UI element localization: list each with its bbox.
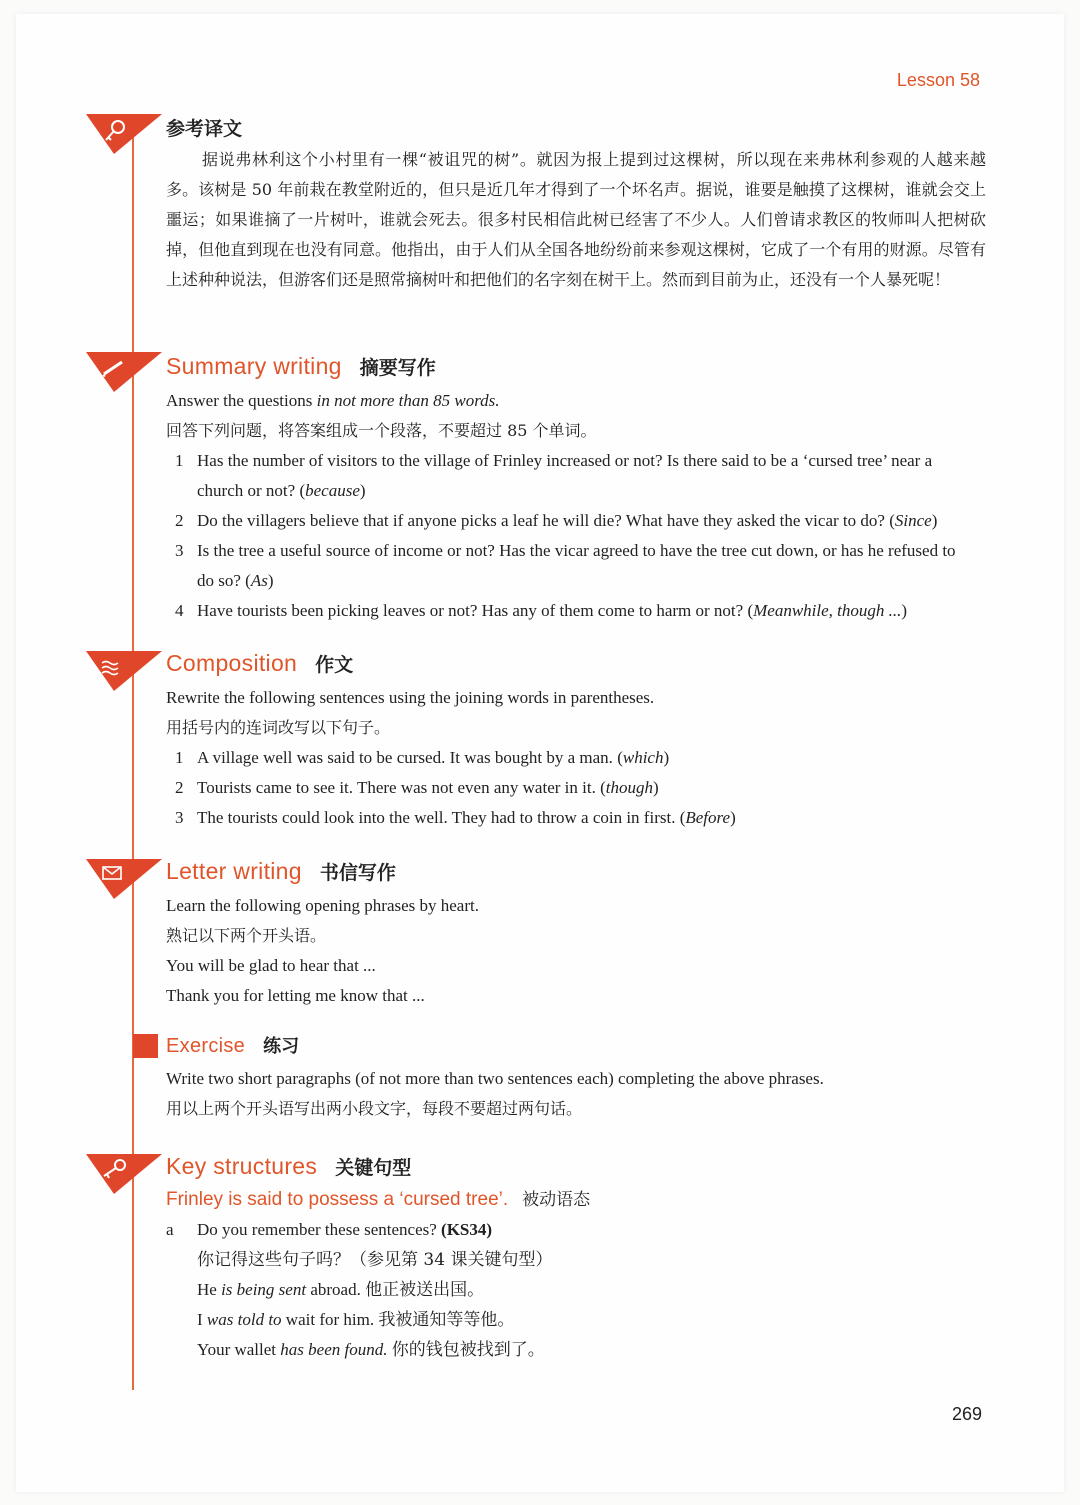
key-structures-subheading-cn: 被动语态	[522, 1190, 591, 1210]
translation-paragraph: 据说弗林利这个小村里有一棵“被诅咒的树”。就因为报上提到过这棵树，所以现在来弗林利参观的人越来越多。该树是 50 年前栽在教堂附近的，但只是近几年才得到了一个坏名声。据说，谁要是触摸了这棵树，谁就会交上噩运；如果谁摘了一片树叶，谁就会死去。很多村民相信此树已经害了不少人。人们曾请求教区的牧师叫人把树砍掉，但他直到现在也没有同意。他指出，由于人们从全国各地纷纷前来参观这棵树，它成了一个有用的财源。尽管有上述种种说法，但游客们还是照常摘树叶和把他们的名字刻在树干上。然而到目前为止，还没有一个人暴死呢！	[166, 150, 986, 289]
exercise-marker	[133, 1034, 158, 1058]
translation-section	[166, 114, 986, 295]
list-item: 3 The tourists could look into the well. They had to throw a coin in first. (Before)	[175, 808, 736, 827]
key-structures-heading-cn: 关键句型	[335, 1157, 412, 1179]
lesson-label: Lesson 58	[896, 70, 980, 90]
letter-section	[166, 855, 986, 1011]
exercise-heading-cn: 练习	[263, 1036, 300, 1057]
key-structures-section	[166, 1150, 986, 1365]
letter-heading-cn: 书信写作	[319, 862, 396, 884]
example-sentence: I was told to wait for him. 我被通知等等他。	[197, 1310, 515, 1329]
example-sentence: Your wallet has been found. 你的钱包被找到了。	[197, 1340, 545, 1359]
waves-icon	[86, 651, 162, 697]
example-sentence: He is being sent abroad. 他正被送出国。	[197, 1280, 485, 1299]
exercise-heading: Exercise	[166, 1035, 246, 1057]
composition-instruction-cn: 用括号内的连词改写以下句子。	[166, 718, 391, 737]
composition-heading-cn: 作文	[315, 654, 354, 676]
list-item: a Do you remember these sentences? (KS34)	[166, 1220, 493, 1239]
list-item: 4 Have tourists been picking leaves or not? Has any of them come to harm or not? (Meanwhile, though ...)	[175, 601, 908, 620]
translation-heading: 参考译文	[166, 118, 243, 140]
exercise-section	[166, 1030, 986, 1124]
opening-phrase-1: You will be glad to hear that ...	[166, 956, 376, 975]
key-structures-question-cn: 你记得这些句子吗？（参见第 34 课关键句型）	[197, 1250, 553, 1270]
letter-instruction-cn: 熟记以下两个开头语。	[166, 926, 327, 945]
summary-heading-cn: 摘要写作	[359, 357, 436, 379]
pencil-icon	[86, 352, 162, 398]
letter-instruction: Learn the following opening phrases by heart.	[166, 896, 479, 915]
list-item: 1 Has the number of visitors to the village of Frinley increased or not? Is there said to be a ‘cursed tree’ near a church or not? (because)	[175, 451, 933, 500]
summary-instruction: Answer the questions in not more than 85 words.	[166, 391, 500, 410]
letter-heading: Letter writing	[166, 858, 302, 884]
summary-section	[166, 350, 986, 626]
summary-heading: Summary writing	[166, 353, 342, 379]
list-item: 2 Do the villagers believe that if anyone picks a leaf he will die? What have they asked the vicar to do? (Since)	[175, 511, 938, 530]
envelope-icon	[86, 859, 162, 905]
page-number: 269	[951, 1404, 982, 1424]
key-icon	[86, 114, 162, 160]
list-item: 1 A village well was said to be cursed. It was bought by a man. (which)	[175, 748, 670, 767]
exercise-instruction-cn: 用以上两个开头语写出两小段文字，每段不要超过两句话。	[166, 1099, 583, 1118]
exercise-instruction: Write two short paragraphs (of not more than two sentences each) completing the above phrases.	[166, 1069, 824, 1088]
composition-section	[166, 647, 986, 833]
key-structures-heading: Key structures	[166, 1153, 318, 1179]
summary-instruction-cn: 回答下列问题，将答案组成一个段落，不要超过 85 个单词。	[166, 421, 597, 440]
list-item: 3 Is the tree a useful source of income or not? Has the vicar agreed to have the tree cut down, or has he refused to do so? (As)	[175, 541, 956, 590]
opening-phrase-2: Thank you for letting me know that ...	[166, 986, 425, 1005]
composition-instruction: Rewrite the following sentences using the joining words in parentheses.	[166, 688, 655, 707]
list-item: 2 Tourists came to see it. There was not even any water in it. (though)	[175, 778, 659, 797]
key-icon	[86, 1154, 162, 1200]
key-structures-subheading: Frinley is said to possess a ‘cursed tree’.	[166, 1189, 509, 1210]
composition-heading: Composition	[166, 650, 298, 676]
